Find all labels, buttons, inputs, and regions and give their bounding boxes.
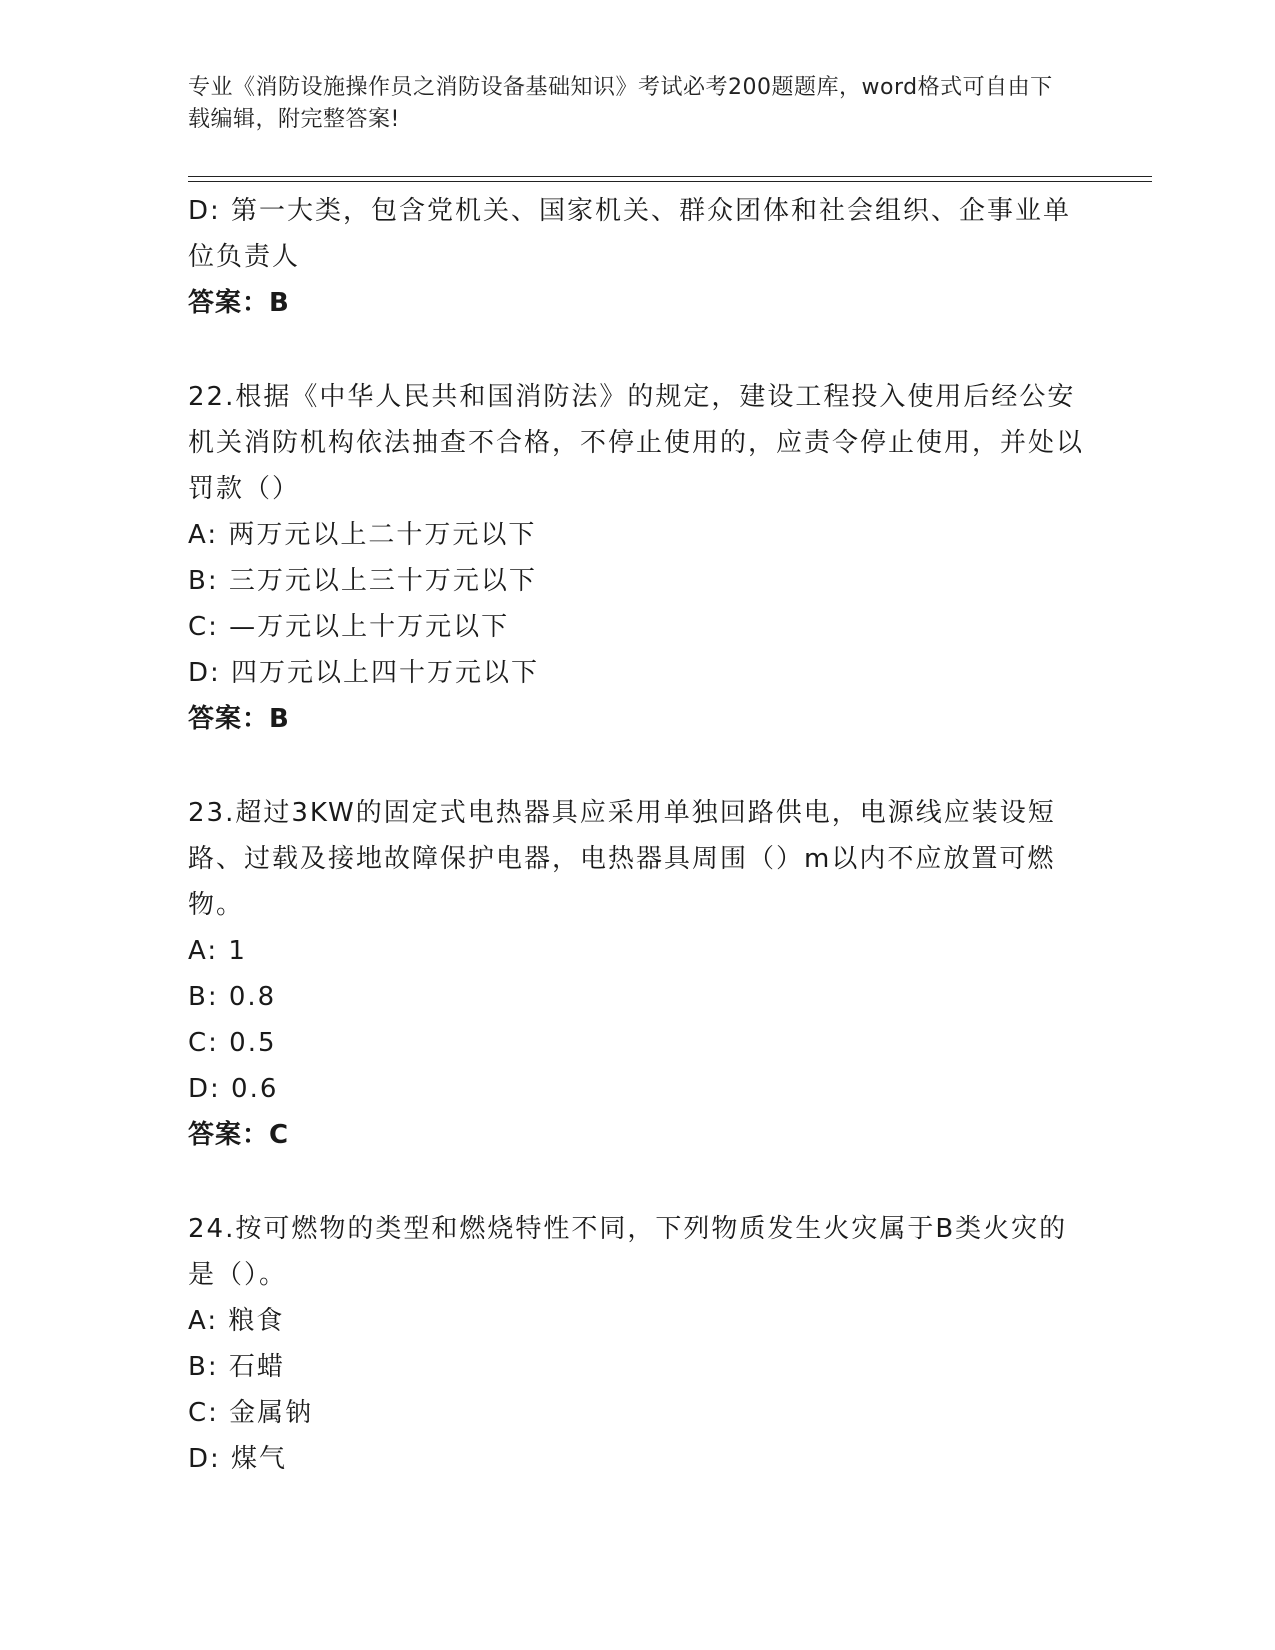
header-divider-bottom	[188, 181, 1152, 182]
option-b: B: 三万元以上三十万元以下	[188, 566, 537, 596]
document-header-title: 专业《消防设施操作员之消防设备基础知识》考试必考200题题库，word格式可自由下载编辑，附完整答案!	[188, 75, 1053, 132]
carryover-option-d: D: 第一大类，包含党机关、国家机关、群众团体和社会组织、企事业单位负责人	[188, 196, 1072, 272]
document-body	[188, 188, 1088, 1482]
question-22	[188, 374, 1088, 742]
question-text: 22.根据《中华人民共和国消防法》的规定，建设工程投入使用后经公安机关消防机构依法抽查不合格，不停止使用的，应责令停止使用，并处以罚款（）	[188, 382, 1085, 504]
answer-label: 答案：B	[188, 704, 290, 734]
question-23	[188, 790, 1088, 1158]
option-a: A: 粮食	[188, 1306, 285, 1336]
answer-label: 答案：C	[188, 1120, 290, 1150]
option-c: C: 金属钠	[188, 1398, 314, 1428]
question-text: 24.按可燃物的类型和燃烧特性不同，下列物质发生火灾属于B类火灾的是（）。	[188, 1214, 1068, 1290]
header-divider-top	[188, 176, 1152, 177]
option-c: C: —万元以上十万元以下	[188, 612, 510, 642]
option-a: A: 两万元以上二十万元以下	[188, 520, 537, 550]
option-d: D: 煤气	[188, 1444, 288, 1474]
option-a: A: 1	[188, 936, 247, 966]
option-d: D: 0.6	[188, 1074, 279, 1104]
option-b: B: 0.8	[188, 982, 277, 1012]
carryover-answer: 答案：B	[188, 288, 290, 318]
option-b: B: 石蜡	[188, 1352, 285, 1382]
question-24	[188, 1206, 1088, 1482]
option-c: C: 0.5	[188, 1028, 277, 1058]
question-text: 23.超过3KW的固定式电热器具应采用单独回路供电，电源线应装设短路、过载及接地故障保护电器，电热器具周围（）m以内不应放置可燃物。	[188, 798, 1056, 920]
option-d: D: 四万元以上四十万元以下	[188, 658, 540, 688]
